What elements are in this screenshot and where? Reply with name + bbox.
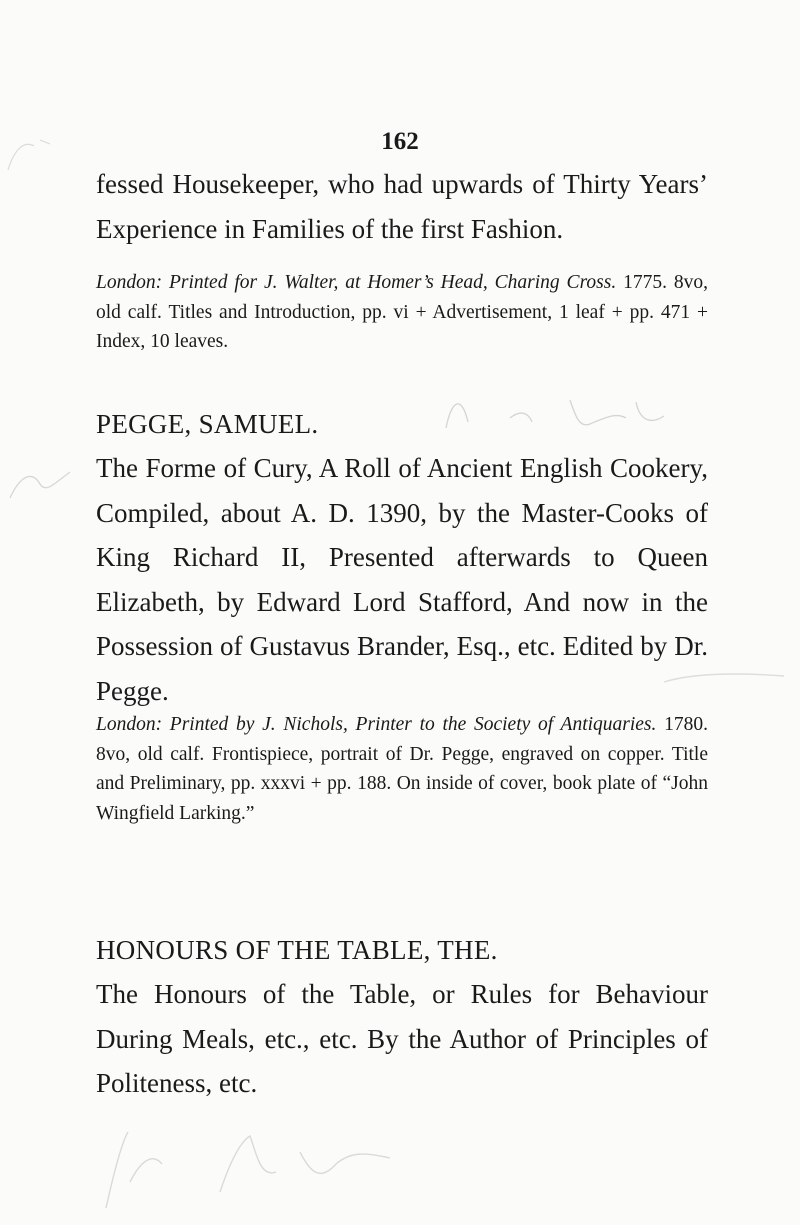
entry-imprint: London: Printed by J. Nichols, Printer to the Society of Antiquaries.	[96, 714, 657, 735]
entry-description	[96, 710, 708, 828]
entry-heading: PEGGE, SAMUEL.	[96, 409, 319, 439]
pencil-mark	[0, 462, 80, 506]
pencil-mark	[440, 388, 670, 438]
entry-title-continuation: fessed Housekeeper, who had upwards of Thirty Years’ Experience in Families of the first Fashion.	[96, 169, 708, 244]
entry-description	[96, 268, 708, 357]
entry-imprint: London: Printed for J. Walter, at Homer’s Head, Charing Cross.	[96, 272, 617, 293]
entry-title: The Honours of the Table, or Rules for Behaviour During Meals, etc., etc. By the Author of Principles of Politeness, etc.	[96, 979, 708, 1098]
page-number: 162	[381, 128, 419, 155]
pencil-mark	[0, 130, 60, 180]
pencil-mark	[660, 660, 790, 690]
entry-collation: 1780. 8vo, old calf. Frontispiece, portrait of Dr. Pegge, engraved on copper. Title and Preliminary, pp. xxxvi + pp. 188. On inside of cover, book plate of “John Wingfield Larking.”	[96, 714, 708, 824]
pencil-mark	[100, 1112, 400, 1222]
entry-collation: 1775. 8vo, old calf. Titles and Introduction, pp. vi + Advertisement, 1 leaf + pp. 471 + Index, 10 leaves.	[96, 272, 709, 352]
entry-heading: HONOURS OF THE TABLE, THE.	[96, 935, 498, 965]
entry-title: The Forme of Cury, A Roll of Ancient English Cookery, Compiled, about A. D. 1390, by the Master-Cooks of King Richard II, Presented afterwards to Queen Elizabeth, by Edward Lord Stafford, And now in the Possession of Gustavus Brander, Esq., etc. Edited by Dr. Pegge.	[96, 453, 708, 706]
